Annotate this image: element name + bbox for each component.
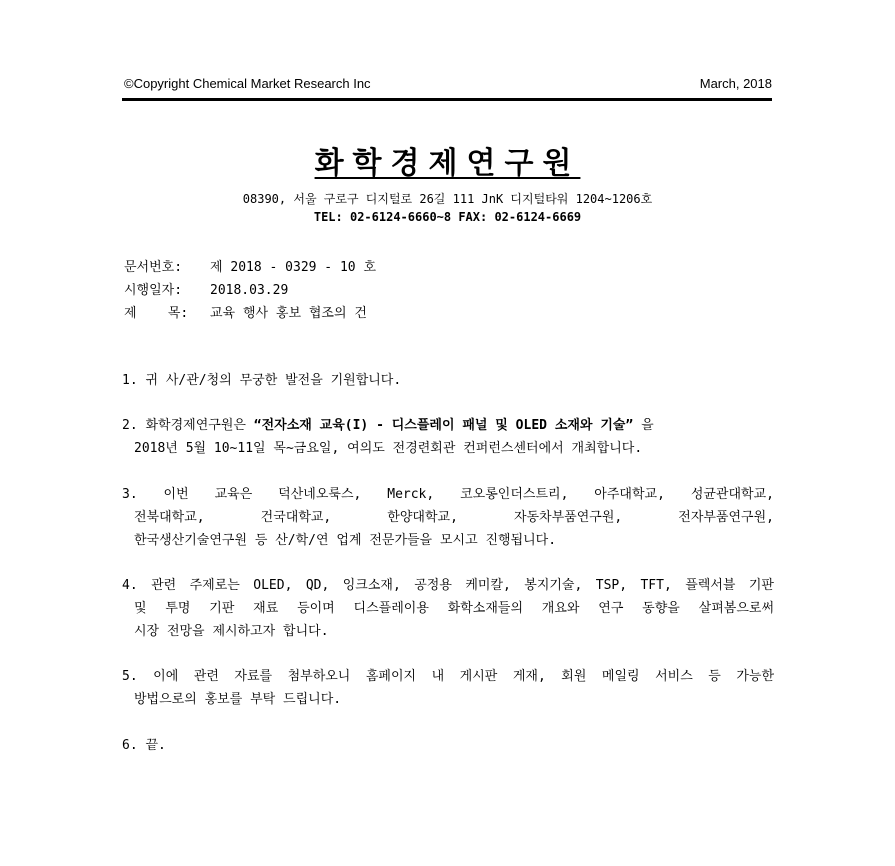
paragraph-4-line-1: 4. 관련 주제로는 OLED, QD, 잉크소재, 공정용 케미칼, 봉지기술, TSP, TFT, 플렉서블 기판 <box>122 578 774 593</box>
subject-value: 교육 행사 홍보 협조의 건 <box>210 306 367 321</box>
subject-label: 제 목: <box>124 306 189 321</box>
paragraph-2-suffix: 을 <box>633 418 654 433</box>
paragraph-1-text: 1. 귀 사/관/청의 무궁한 발전을 기원합니다. <box>122 373 402 388</box>
organization-address: 08390, 서울 구로구 디지털로 26길 111 JnK 디지털타워 1204~1206호 <box>242 192 653 206</box>
paragraph-4-line-3: 시장 전망을 제시하고자 합니다. <box>134 624 329 639</box>
issue-date-label: 시행일자: <box>124 283 183 298</box>
paragraph-2-prefix: 2. 화학경제연구원은 <box>122 418 254 433</box>
course-title: “전자소재 교육(I) - 디스플레이 패널 및 OLED 소재와 기술” <box>253 418 634 433</box>
paragraph-2-line-2: 2018년 5월 10~11일 목~금요일, 여의도 전경련회관 컨퍼런스센터에서 개최합니다. <box>134 441 643 456</box>
paragraph-5-line-2: 방법으로의 홍보를 부탁 드립니다. <box>134 692 342 707</box>
issue-date <box>124 279 288 298</box>
paragraph-1 <box>122 369 774 392</box>
page-header <box>124 76 772 94</box>
copyright-text: ©Copyright Chemical Market Research Inc <box>124 76 371 91</box>
header-rule <box>122 98 772 101</box>
paragraph-6 <box>122 734 774 757</box>
paragraph-3-line-2: 전북대학교, 건국대학교, 한양대학교, 자동차부품연구원, 전자부품연구원, <box>134 510 774 525</box>
paragraph-2-line-1 <box>122 414 774 437</box>
paragraph-3-line-1: 3. 이번 교육은 덕산네오룩스, Merck, 코오롱인더스트리, 아주대학교, 성균관대학교, <box>122 487 774 502</box>
paragraph-4 <box>122 574 774 643</box>
organization-title <box>0 138 895 182</box>
paragraph-6-text: 6. 끝. <box>122 738 166 753</box>
document-number-label: 문서번호: <box>124 260 183 275</box>
organization-contact: TEL: 02-6124-6660~8 FAX: 02-6124-6669 <box>313 210 582 224</box>
paragraph-3-line-3: 한국생산기술연구원 등 산/학/연 업계 전문가들을 모시고 진행됩니다. <box>134 533 557 548</box>
paragraph-4-line-2: 및 투명 기판 재료 등이며 디스플레이용 화학소재들의 개요와 연구 동향을 살펴봄으로써 <box>134 601 774 616</box>
paragraph-5 <box>122 665 774 711</box>
document-number-value: 제 2018 - 0329 - 10 호 <box>210 260 376 275</box>
paragraph-5-line-1: 5. 이에 관련 자료를 첨부하오니 홈페이지 내 게시판 게재, 회원 메일링 서비스 등 가능한 <box>122 669 774 684</box>
header-date: March, 2018 <box>699 76 772 91</box>
issue-date-value: 2018.03.29 <box>210 283 289 298</box>
paragraph-2 <box>122 414 774 460</box>
document-subject <box>124 302 367 321</box>
organization-name: 화학경제연구원 <box>314 146 581 181</box>
document-number <box>124 256 376 275</box>
paragraph-3 <box>122 483 774 552</box>
